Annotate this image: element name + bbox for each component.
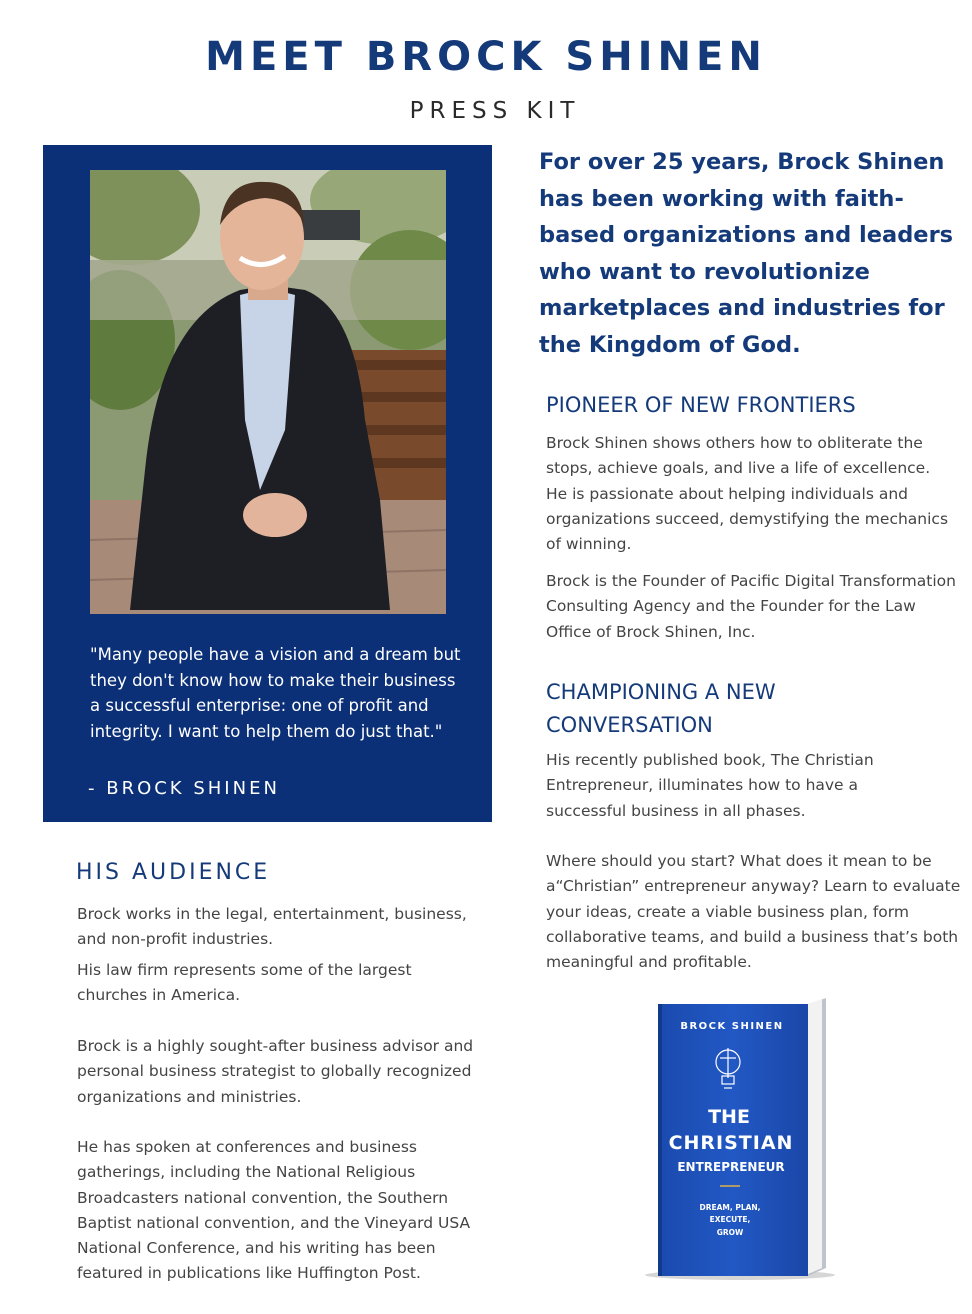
book-title-line-2: CHRISTIAN bbox=[668, 1132, 794, 1154]
lead-statement: For over 25 years, Brock Shinen has been working with faith-based organizations and leaders who want to revolutionize marketplaces and industries for the Kingdom of God. bbox=[539, 149, 954, 358]
pioneer-heading: PIONEER OF NEW FRONTIERS bbox=[546, 393, 856, 417]
championing-heading bbox=[546, 676, 966, 742]
pioneer-paragraph-2: Brock is the Founder of Pacific Digital Transformation Consulting Agency and the Founder for the Law Office of Brock Shinen, Inc. bbox=[546, 572, 956, 641]
audience-heading: HIS AUDIENCE bbox=[76, 860, 271, 885]
audience-paragraph-4: He has spoken at conferences and business gatherings, including the National Religious Broadcasters national convention, the Southern Baptist national convention, and the Vineyard USA National Conference, and his writing has been featured in publications like Huffington Post. bbox=[77, 1138, 471, 1283]
championing-paragraph-1: His recently published book, The Christian Entrepreneur, illuminates how to have a successful business in all phases. bbox=[546, 751, 874, 820]
book-cover bbox=[640, 996, 845, 1281]
portrait-photo bbox=[90, 170, 446, 614]
page-title: MEET BROCK SHINEN bbox=[205, 34, 767, 80]
book-author: BROCK SHINEN bbox=[680, 1021, 784, 1032]
quote-author: - BROCK SHINEN bbox=[88, 778, 280, 799]
championing-paragraph-2: Where should you start? What does it mean to be a“Christian” entrepreneur anyway? Learn to evaluate your ideas, create a viable business plan, form collaborative teams, and build a business that’s both meaningful and profitable. bbox=[546, 852, 961, 972]
audience-paragraph-1: Brock works in the legal, entertainment, business, and non-profit industries. bbox=[77, 905, 467, 949]
championing-heading-line-2: CONVERSATION bbox=[546, 713, 713, 737]
profile-quote: "Many people have a vision and a dream but they don't know how to make their business a successful enterprise: one of profit and integrity. I want to help them do just that." bbox=[90, 645, 461, 741]
championing-heading-line-1: CHAMPIONING A NEW bbox=[546, 680, 776, 704]
book-tagline-line-1: DREAM, PLAN, bbox=[699, 1203, 761, 1212]
pioneer-paragraph-1: Brock Shinen shows others how to obliterate the stops, achieve goals, and live a life of excellence. He is passionate about helping individuals and organizations succeed, demystifying the mechanics of winning. bbox=[546, 434, 949, 554]
book-tagline-line-2: EXECUTE, bbox=[709, 1215, 751, 1224]
book-tagline-line-3: GROW bbox=[716, 1228, 744, 1237]
page-subtitle: PRESS KIT bbox=[409, 98, 581, 124]
book-title-line-3: ENTREPRENEUR bbox=[677, 1160, 785, 1174]
book-title-line-1: THE bbox=[708, 1106, 750, 1128]
audience-paragraph-3: Brock is a highly sought-after business advisor and personal business strategist to globally recognized organizations and ministries. bbox=[77, 1037, 474, 1106]
audience-paragraph-2: His law firm represents some of the largest churches in America. bbox=[77, 961, 412, 1005]
